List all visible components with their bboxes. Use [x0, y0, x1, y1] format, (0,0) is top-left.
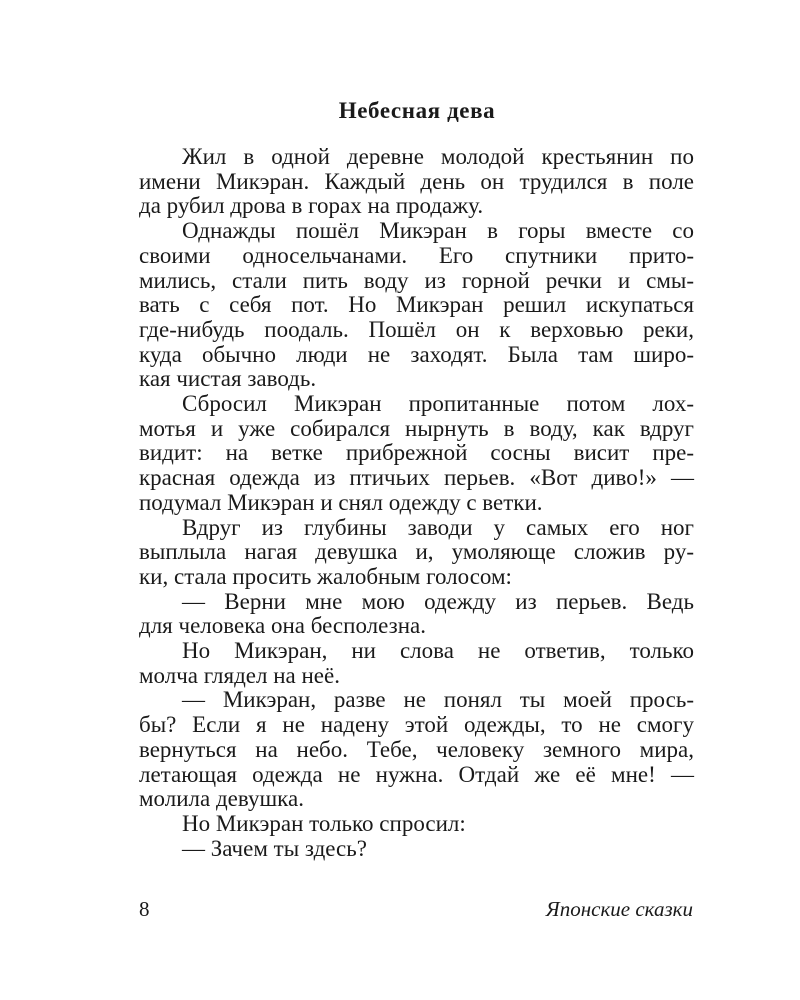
text-line: вернуться на небо. Тебе, человеку земного мира,: [139, 736, 694, 762]
text-line: мились, стали пить воду из горной речки и смы-: [139, 267, 694, 293]
text-line: Сбросил Микэран пропитанные потом лох-: [182, 391, 694, 416]
story-title: Небесная дева: [338, 98, 496, 123]
text-line: — Верни мне мою одежду из перьев. Ведь: [182, 588, 694, 614]
text-line: — Зачем ты здесь?: [182, 835, 367, 861]
text-line: мотья и уже собирался нырнуть в воду, как вдруг: [139, 415, 694, 441]
text-line: летающая одежда не нужна. Отдай же её мне! —: [139, 761, 694, 787]
text-line: вать с себя пот. Но Микэран решил искупаться: [139, 292, 694, 318]
text-line: куда обычно люди не заходят. Была там широ-: [139, 341, 694, 367]
text-line: Но Микэран, ни слова не ответив, только: [182, 638, 694, 663]
text-line: имени Микэран. Каждый день он трудился в поле: [139, 168, 694, 194]
text-line: — Микэран, разве не понял ты моей прось-: [182, 687, 694, 713]
text-line: своими односельчанами. Его спутники прито-: [139, 242, 694, 268]
text-line: бы? Если я не надену этой одежды, то не смогу: [139, 712, 694, 738]
text-line: выплыла нагая девушка и, умоляюще сложив ру-: [139, 539, 694, 565]
text-line: для человека она бесполезна.: [139, 613, 426, 639]
text-line: Однажды пошёл Микэран в горы вместе со: [182, 218, 694, 244]
text-line: видит: на ветке прибрежной сосны висит пре-: [139, 440, 694, 466]
text-line: молила девушка.: [139, 786, 304, 812]
text-line: Вдруг из глубины заводи у самых его ног: [182, 514, 694, 540]
text-line: Но Микэран только спросил:: [182, 810, 466, 836]
text-line: ки, стала просить жалобным голосом:: [139, 563, 512, 589]
page-number: 8: [139, 897, 150, 921]
text-line: да рубил дрова в горах на продажу.: [139, 193, 484, 219]
text-line: подумал Микэран и снял одежду с ветки.: [139, 489, 543, 515]
text-line: где-нибудь поодаль. Пошёл он к верховью реки,: [139, 316, 694, 342]
text-line: кая чистая заводь.: [139, 366, 317, 392]
running-footer-title: Японские сказки: [545, 897, 693, 921]
text-line: молча глядел на неё.: [139, 662, 340, 688]
text-line: Жил в одной деревне молодой крестьянин по: [182, 144, 694, 169]
text-line: красная одежда из птичьих перьев. «Вот диво!» —: [139, 465, 694, 491]
